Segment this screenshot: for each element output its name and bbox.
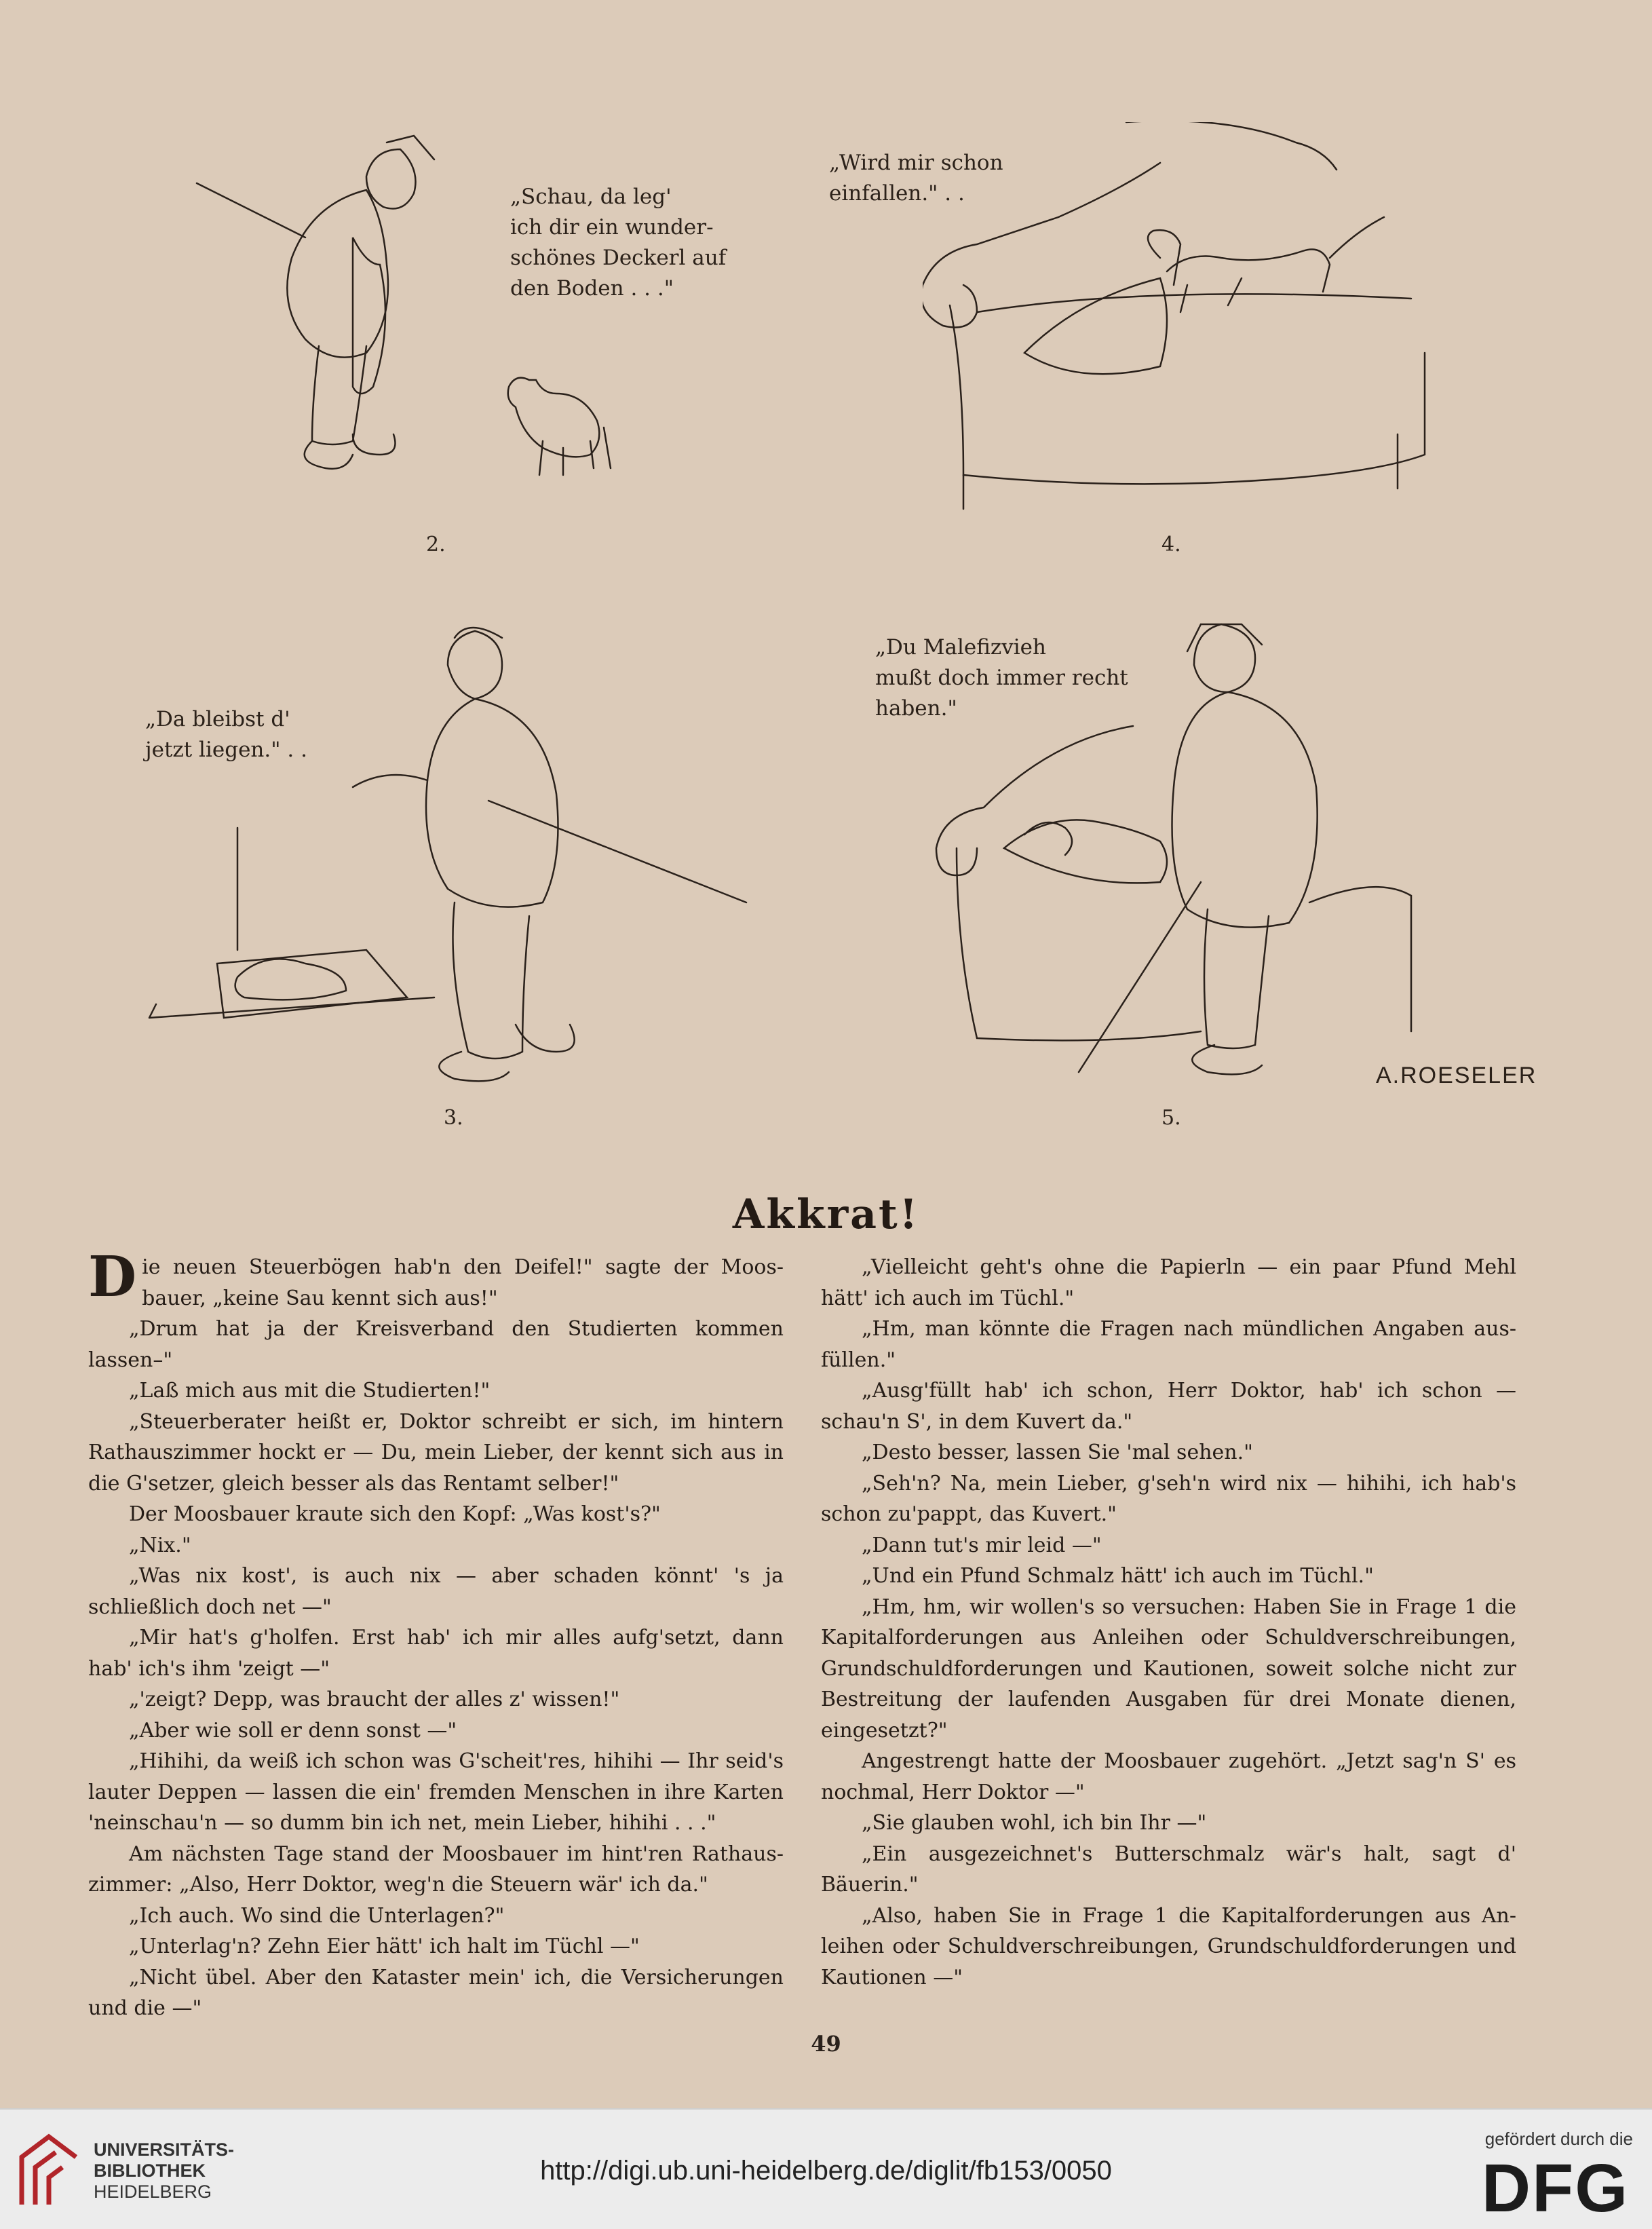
panel-4-caption: „Wird mir schon einfallen." . . [829, 151, 1003, 206]
viewer-footer [0, 2108, 1652, 2229]
panel-3-caption: „Da bleibst d' jetzt liegen." . . [145, 707, 307, 762]
panel-3-number: 3. [444, 1106, 463, 1130]
paragraph: „Und ein Pfund Schmalz hätt' ich auch im Tüchl." [862, 1564, 1374, 1588]
paragraph: „Vielleicht geht's ohne die Papierln — ein paar Pfund Mehl hätt' ich auch im Tüchl." [821, 1255, 1516, 1310]
paragraph: Angestrengt hatte der Moosbauer zugehört. „Jetzt sag'n S' es nochmal, Herr Doktor —" [821, 1749, 1516, 1804]
paragraph: „Mir hat's g'holfen. Erst hab' ich mir alles aufg'setzt, dann hab' ich's ihm 'zeigt —" [88, 1626, 784, 1681]
paragraph: „Dann tut's mir leid —" [862, 1533, 1102, 1557]
panel-5-caption: „Du Malefizvieh mußt doch immer recht haben." [875, 635, 1128, 721]
paragraph: „Aber wie soll er denn sonst —" [129, 1718, 457, 1742]
paragraph: Die neuen Steuerbögen hab'n den Deifel!" sagte der Moos-bauer, „keine Sau kennt sich aus!" [88, 1244, 784, 1310]
paragraph: „Unterlag'n? Zehn Eier hätt' ich halt im Tüchl —" [129, 1935, 640, 1958]
paragraph: „Ausg'füllt hab' ich schon, Herr Doktor, hab' ich schon — schau'n S', in dem Kuvert da." [821, 1379, 1516, 1434]
funding-note: gefördert durch die [1484, 2129, 1633, 2149]
panel-4-number: 4. [1161, 533, 1181, 556]
paragraph: „Desto besser, lassen Sie 'mal sehen." [862, 1441, 1253, 1464]
panel-2-number: 2. [426, 533, 446, 556]
paragraph: „Laß mich aus mit die Studierten!" [129, 1379, 491, 1403]
paragraph: „Hihihi, da weiß ich schon was G'scheit'res, hihihi — Ihr seid's lauter Deppen — lassen die ein' fremden Menschen in ihre Karten 'neinschau'n — so dumm bin ich net, mein Lieber, hihihi . . ." [88, 1749, 784, 1835]
paragraph: „Drum hat ja der Kreisverband den Studierten kommen lassen–" [88, 1317, 784, 1372]
paragraph: „Hm, hm, wir wollen's so versuchen: Haben Sie in Frage 1 die Kapitalforderungen aus Anleihen oder Schuldverschreibungen, Grundschuldforderungen und Kautionen, soweit solche nicht zur Bestreitung der laufenden Ausgaben für drei Monate dienen, eingesetzt?" [821, 1595, 1516, 1742]
artist-signature: A.ROESELER [1376, 1063, 1537, 1088]
paragraph: „Also, haben Sie in Frage 1 die Kapitalforderungen aus An-leihen oder Schuldverschreibungen, Grundschuldforderungen und Kautionen —" [821, 1903, 1516, 1989]
permalink-url[interactable]: http://digi.ub.uni-heidelberg.de/diglit/fb153/0050 [540, 2156, 1112, 2186]
paragraph: „Was nix kost', is auch nix — aber schaden könnt' 's ja schließlich doch net —" [88, 1564, 784, 1619]
panel-2-caption: „Schau, da leg' ich dir ein wunder- schönes Deckerl auf den Boden . . ." [510, 185, 727, 301]
cartoon-man-with-cane-and-dog-on-mat [136, 617, 780, 1092]
paragraph: Am nächsten Tage stand der Moosbauer im hint'ren Rathaus-zimmer: „Also, Herr Doktor, weg'n die Steuern wär' ich da." [88, 1842, 784, 1897]
page-number: 49 [811, 2031, 841, 2057]
panel-5-number: 5. [1161, 1106, 1181, 1130]
left-text-column [88, 1244, 784, 2024]
paragraph: „Seh'n? Na, mein Lieber, g'seh'n wird nix — hihihi, ich hab's schon zu'pappt, das Kuvert." [821, 1471, 1516, 1526]
paragraph: „'zeigt? Depp, was braucht der alles z' wissen!" [129, 1688, 620, 1711]
illustration-panel-3 [136, 617, 780, 1092]
paragraph: „Nicht übel. Aber den Kataster mein' ich, die Versicherungen und die —" [88, 1965, 784, 2020]
paragraph: Der Moosbauer kraute sich den Kopf: „Was kost's?" [129, 1502, 661, 1526]
paragraph: „Sie glauben wohl, ich bin Ihr —" [862, 1811, 1207, 1835]
paragraph: „Nix." [129, 1533, 191, 1557]
story-title: Akkrat! [732, 1191, 920, 1238]
library-name: UNIVERSITÄTS- BIBLIOTHEK HEIDELBERG [94, 2139, 235, 2202]
paragraph: „Hm, man könnte die Fragen nach mündlichen Angaben aus-füllen." [821, 1317, 1516, 1372]
dfg-logo: DFG [1481, 2150, 1629, 2226]
right-text-column [821, 1252, 1516, 1993]
drop-cap: D [88, 1244, 137, 1310]
paragraph: „Steuerberater heißt er, Doktor schreibt er sich, im hintern Rathauszimmer hockt er — Du, mein Lieber, der kennt sich aus in die G'setzer, gleich besser als das Rentamt selber!" [88, 1409, 784, 1495]
paragraph: „Ich auch. Wo sind die Unterlagen?" [129, 1903, 505, 1928]
paragraph: „Ein ausgezeichnet's Butterschmalz wär's halt, sagt d' Bäuerin." [821, 1842, 1516, 1897]
